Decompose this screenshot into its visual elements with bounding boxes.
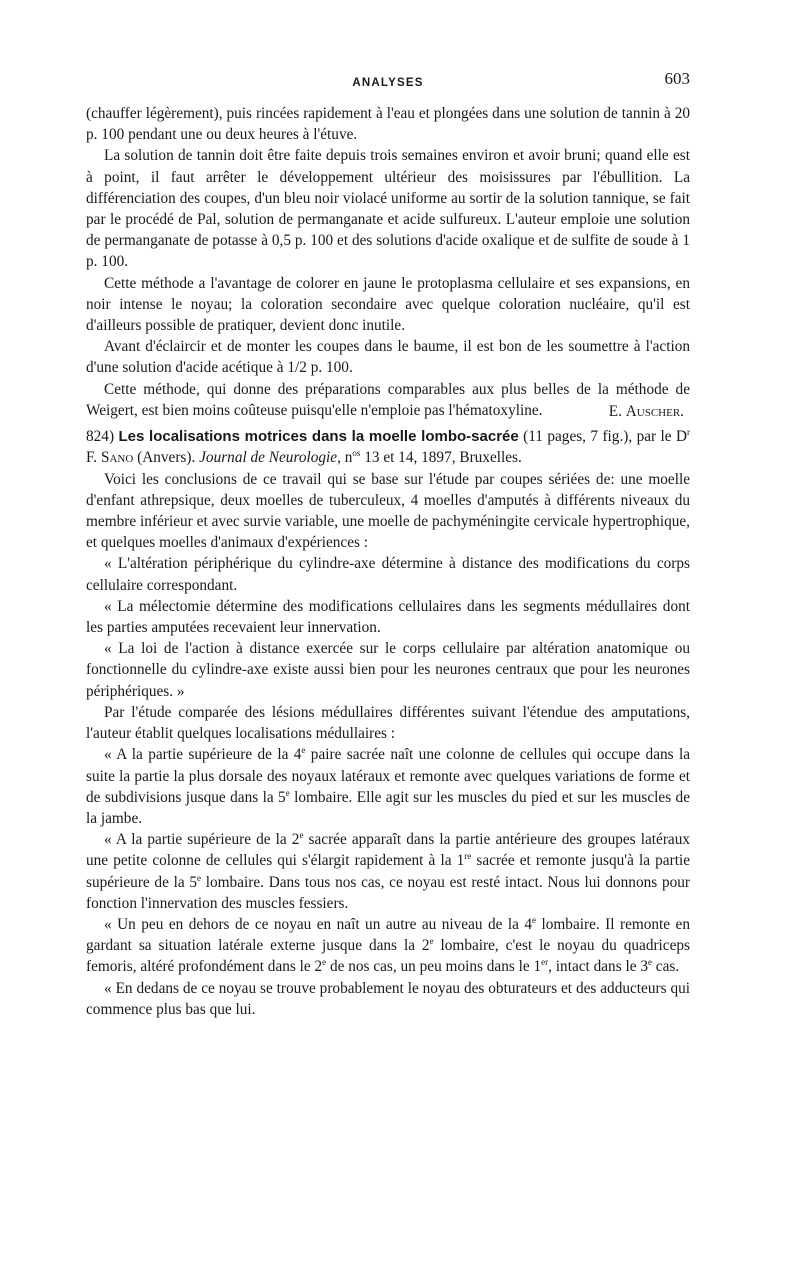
- paragraph: La solution de tannin doit être faite depuis trois semaines environ et avoir bruni; quand elle est à point, il faut arrêter le développement ultérieur des moisissures par l'ébullition. La différenciation des coupes, d'un bleu noir violacé uniforme au sortir de la solution tannique, se fait par le procédé de Pal, solution de permanganate et acide sulfureux. L'auteur emploie une solution de permanganate de potasse à 0,5 p. 100 et des solutions d'acide oxalique et de sulfite de soude à 1 p. 100.: [86, 147, 690, 271]
- article-details: (11 pages, 7 fig.), par le D: [518, 428, 688, 446]
- running-title: ANALYSES: [352, 77, 424, 89]
- article-author: Sano: [100, 449, 134, 467]
- superscript: e: [301, 745, 306, 756]
- superscript: e: [322, 957, 327, 968]
- article-initial: F.: [86, 449, 101, 467]
- text-span: , intact dans le 3: [548, 958, 648, 976]
- text-span: sacrée et remonte jusqu'à la partie supérieure de la 5: [86, 852, 690, 891]
- article-heading: [86, 426, 690, 468]
- page-header: [86, 66, 690, 92]
- text-span: lombaire, c'est le noyau du quadriceps femoris, altéré profondément dans le 2: [86, 937, 690, 976]
- paragraph: « La loi de l'action à distance exercée sur le corps cellulaire par altération anatomique ou fonctionnelle du cylindre-axe existe aussi bien pour les neurones centraux que pour les neurones périphériques. »: [86, 640, 690, 700]
- page-number: 603: [664, 69, 690, 88]
- text-span: paire sacrée naît une colonne de cellules qui occupe dans la suite la partie la plus dorsale des noyaux latéraux et remonte avec quelques variations de forme et de subdivisions jusque dans la 5: [86, 746, 691, 806]
- paragraph: Cette méthode, qui donne des préparations comparables aux plus belles de la méthode de Weigert, est bien moins coûteuse puisqu'elle n'emploie pas l'hématoxyline.: [86, 380, 690, 419]
- signature-end: .: [680, 403, 684, 421]
- signature-name: Auscher: [625, 403, 681, 421]
- article-issue: 13 et 14, 1897, Bruxelles.: [360, 449, 522, 467]
- text-span: lombaire. Il remonte en gardant sa situation latérale externe jusque dans la 2: [86, 915, 690, 955]
- article-nos: , n: [337, 449, 353, 467]
- article-number: 824): [86, 428, 119, 446]
- paragraph: (chauffer légèrement), puis rincées rapidement à l'eau et plongées dans une solution de tannin à 20 p. 100 pendant une ou deux heures à l'étuve.: [86, 105, 690, 144]
- superscript: e: [197, 872, 202, 883]
- text-span: lombaire. Elle agit sur les muscles du pied et sur les muscles de la jambe.: [86, 788, 690, 827]
- text-span: de nos cas, un peu moins dans le 1: [326, 958, 542, 976]
- superscript: e: [647, 957, 652, 968]
- body-text: [86, 103, 690, 1020]
- paragraph: « En dedans de ce noyau se trouve probablement le noyau des obturateurs et des adducteurs qui commence plus bas que lui.: [86, 979, 690, 1018]
- paragraph: Avant d'éclaircir et de monter les coupes dans le baume, il est bon de les soumettre à l'action d'une solution d'acide acétique à 1/2 p. 100.: [86, 338, 690, 377]
- article-nos-sup: os: [352, 448, 361, 459]
- paragraph: Voici les conclusions de ce travail qui se base sur l'étude par coupes sériées de: une moelle d'enfant athrepsique, deux moelles de tuberculeux, 4 moelles d'amputés à différents niveaux du membre inférieur et avec survie variable, une moelle de pachyméningite cervicale hypertrophique, et quelques moelles d'animaux d'expériences :: [86, 470, 690, 552]
- superscript: e: [429, 936, 434, 947]
- paragraph: [86, 914, 690, 978]
- article-affiliation: (Anvers).: [133, 449, 200, 467]
- text-span: « Un peu en dehors de ce noyau en naît un autre au niveau de la 4: [104, 915, 533, 933]
- paragraph: Cette méthode a l'avantage de colorer en jaune le protoplasma cellulaire et ses expansions, en noir intense le noyau; la coloration secondaire avec quelque coloration nucléaire, qu'il est d'ailleurs possible de pratiquer, devient donc inutile.: [86, 274, 690, 335]
- text-span: sacrée apparaît dans la partie antérieure des groupes latéraux une petite colonne de cellules qui s'élargit rapidement à la 1: [86, 831, 690, 870]
- text-span: « A la partie supérieure de la 4: [104, 746, 302, 764]
- superscript: e: [299, 830, 304, 841]
- paragraph: [86, 829, 690, 914]
- text-span: « A la partie supérieure de la 2: [104, 831, 300, 849]
- article-journal: Journal de Neurologie: [199, 449, 338, 467]
- signature-initial: E.: [608, 403, 626, 421]
- article-title: Les localisations motrices dans la moelle lombo-sacrée: [118, 428, 519, 446]
- paragraph: « L'altération périphérique du cylindre-axe détermine à distance des modifications du corps cellulaire correspondant.: [86, 555, 690, 594]
- superscript: e: [532, 914, 537, 925]
- article-dr-sup: r: [687, 427, 691, 438]
- text-span: cas.: [651, 958, 680, 976]
- superscript: e: [285, 787, 290, 798]
- paragraph: Par l'étude comparée des lésions médullaires différentes suivant l'étendue des amputations, l'auteur établit quelques localisations médullaires :: [86, 703, 690, 743]
- paragraph: « La mélectomie détermine des modifications cellulaires dans les segments médullaires dont les parties amputées recevaient leur innervation.: [86, 597, 690, 637]
- paragraph: [86, 744, 690, 829]
- text-span: lombaire. Dans tous nos cas, ce noyau est resté intact. Nous lui donnons pour fonction l'innervation des muscles fessiers.: [86, 873, 690, 912]
- superscript: re: [464, 851, 472, 862]
- superscript: er: [541, 957, 549, 968]
